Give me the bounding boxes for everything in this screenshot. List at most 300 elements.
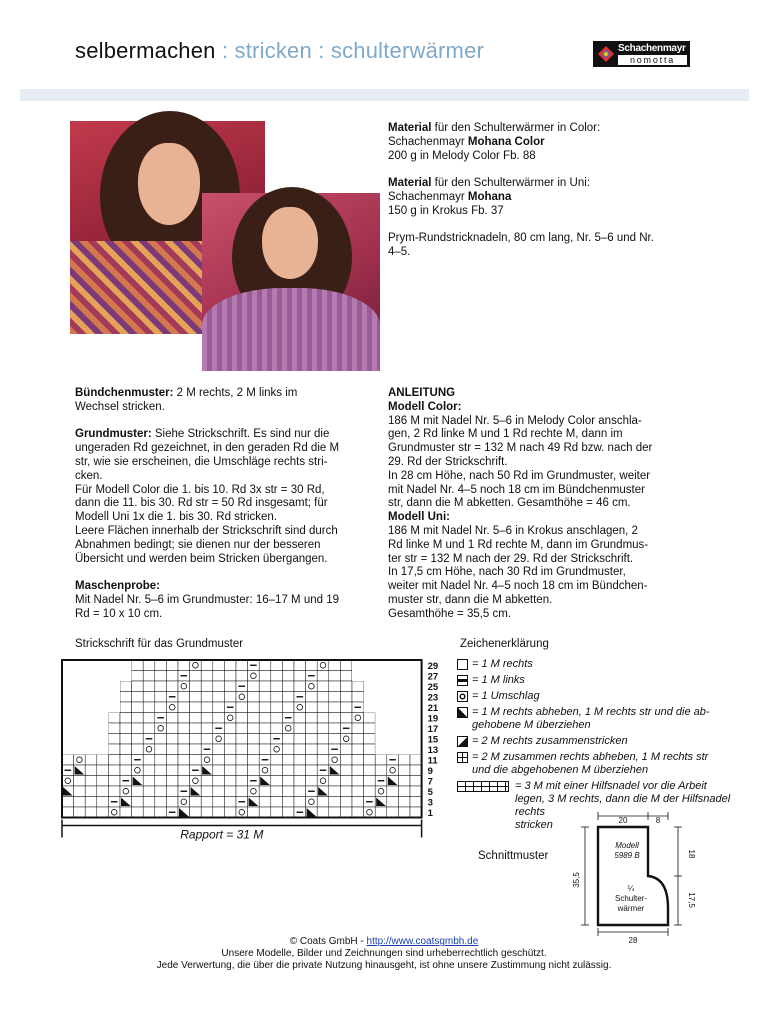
chart-cell bbox=[271, 660, 283, 671]
chart-cell bbox=[294, 765, 306, 776]
chart-cell bbox=[190, 671, 202, 682]
chart-cell bbox=[143, 660, 155, 671]
chart-cell bbox=[190, 755, 202, 766]
chart-cell bbox=[329, 786, 341, 797]
chart-cell bbox=[410, 797, 422, 808]
row-label: 3 bbox=[427, 797, 433, 809]
chart-cell bbox=[178, 765, 190, 776]
chart-cell bbox=[201, 671, 213, 682]
chart-cell bbox=[352, 692, 364, 703]
chart-cell bbox=[282, 681, 294, 692]
chart-cell bbox=[259, 765, 271, 776]
title-sub: : stricken : schulterwärmer bbox=[215, 38, 485, 63]
chart-cell bbox=[166, 765, 178, 776]
chart-cell bbox=[155, 692, 167, 703]
chart-cell bbox=[294, 723, 306, 734]
chart-cell bbox=[132, 681, 144, 692]
coats-link[interactable]: http://www.coatsgmbh.de bbox=[366, 936, 479, 947]
chart-cell bbox=[120, 692, 132, 703]
chart-cell bbox=[317, 671, 329, 682]
chart-cell bbox=[364, 734, 376, 745]
chart-cell bbox=[62, 807, 74, 818]
chart-cell bbox=[294, 734, 306, 745]
chart-cell bbox=[201, 713, 213, 724]
chart-cell bbox=[190, 713, 202, 724]
chart-cell bbox=[329, 755, 341, 766]
chart-cell bbox=[248, 734, 260, 745]
chart-cell bbox=[201, 681, 213, 692]
footer: © Coats GmbH - http://www.coatsgmbh.de Unsere Modelle, Bilder und Zeichnungen sind urheberrechtlich geschützt. Jede Verwertung, die über die private Nutzung hinausgeht, ist ohne unsere Zustimmung nicht zulässig. bbox=[0, 936, 768, 972]
chart-cell bbox=[271, 765, 283, 776]
chart-cell bbox=[190, 681, 202, 692]
chart-cell bbox=[340, 807, 352, 818]
row-label: 7 bbox=[427, 776, 433, 788]
dim-top-b: 8 bbox=[655, 816, 661, 825]
chart-cell bbox=[340, 702, 352, 713]
chart-cell bbox=[62, 797, 74, 808]
chart-cell bbox=[340, 776, 352, 787]
chart-cell bbox=[410, 765, 422, 776]
chart-cell bbox=[236, 671, 248, 682]
chart-blank-left bbox=[62, 671, 132, 682]
chart-cell bbox=[398, 765, 410, 776]
chart-cell bbox=[178, 797, 190, 808]
chart-cell bbox=[178, 702, 190, 713]
chart-cell bbox=[364, 776, 376, 787]
chart-blank-left bbox=[62, 692, 120, 703]
chart-cell bbox=[166, 671, 178, 682]
row-label: 17 bbox=[427, 724, 439, 735]
chart-cell bbox=[259, 681, 271, 692]
chart-cell bbox=[178, 723, 190, 734]
row-label: 5 bbox=[427, 787, 433, 798]
chart-cell bbox=[259, 723, 271, 734]
chart-cell bbox=[340, 681, 352, 692]
chart-cell bbox=[271, 681, 283, 692]
chart-cell bbox=[155, 723, 167, 734]
chart-cell bbox=[178, 734, 190, 745]
chart-cell bbox=[352, 797, 364, 808]
chart-cell bbox=[294, 713, 306, 724]
chart-blank-right bbox=[375, 723, 421, 734]
chart-cell bbox=[271, 744, 283, 755]
page-title bbox=[75, 38, 484, 64]
chart-cell bbox=[74, 786, 86, 797]
chart-cell bbox=[352, 765, 364, 776]
chart-cell bbox=[248, 713, 260, 724]
chart-cell bbox=[224, 797, 236, 808]
chart-cell bbox=[74, 797, 86, 808]
chart-cell bbox=[352, 786, 364, 797]
chart-cell bbox=[213, 692, 225, 703]
chart-cell bbox=[236, 786, 248, 797]
maschenprobe-paragraph: Maschenprobe: Mit Nadel Nr. 5–6 im Grundmuster: 16–17 M und 19 Rd = 10 x 10 cm. bbox=[75, 580, 339, 620]
chart-cell bbox=[329, 713, 341, 724]
chart-cell bbox=[294, 681, 306, 692]
chart-cell bbox=[213, 671, 225, 682]
chart-cell bbox=[143, 713, 155, 724]
chart-cell bbox=[155, 702, 167, 713]
modell-color-heading: Modell Color: bbox=[388, 400, 462, 413]
chart-blank-right bbox=[375, 744, 421, 755]
chart-cell bbox=[236, 776, 248, 787]
chart-blank-left bbox=[62, 660, 132, 671]
anleitung-heading: ANLEITUNG bbox=[388, 387, 456, 399]
chart-cell bbox=[329, 797, 341, 808]
chart-cell bbox=[120, 744, 132, 755]
chart-cell bbox=[410, 776, 422, 787]
chart-cell bbox=[143, 797, 155, 808]
chart-cell bbox=[236, 765, 248, 776]
chart-cell bbox=[259, 734, 271, 745]
chart-cell bbox=[282, 702, 294, 713]
legend-item: = 2 M rechts zusammenstricken bbox=[457, 735, 757, 748]
chart-cell bbox=[166, 713, 178, 724]
chart-cell bbox=[143, 765, 155, 776]
chart-cell bbox=[248, 692, 260, 703]
chart-cell bbox=[143, 776, 155, 787]
chart-cell bbox=[166, 702, 178, 713]
chart-cell bbox=[178, 776, 190, 787]
legend-title: Zeichenerklärung bbox=[460, 638, 549, 650]
piece-fraction: ¼ bbox=[627, 884, 635, 893]
chart-cell bbox=[201, 776, 213, 787]
chart-cell bbox=[271, 776, 283, 787]
chart-cell bbox=[248, 671, 260, 682]
chart-cell bbox=[190, 702, 202, 713]
chart-cell bbox=[317, 744, 329, 755]
chart-cell bbox=[329, 692, 341, 703]
chart-cell bbox=[178, 681, 190, 692]
header-divider bbox=[20, 89, 749, 101]
chart-cell bbox=[398, 797, 410, 808]
legend-item: = 1 Umschlag bbox=[457, 690, 757, 703]
chart-cell bbox=[306, 692, 318, 703]
chart-cell bbox=[364, 765, 376, 776]
chart-cell bbox=[294, 660, 306, 671]
chart-cell bbox=[248, 681, 260, 692]
chart-cell bbox=[340, 734, 352, 745]
chart-blank-left bbox=[62, 681, 120, 692]
chart-cell bbox=[294, 776, 306, 787]
chart-cell bbox=[190, 723, 202, 734]
dim-right-bottom: 17,5 bbox=[687, 892, 696, 908]
chart-cell bbox=[85, 807, 97, 818]
chart-cell bbox=[224, 765, 236, 776]
chart-cell bbox=[364, 723, 376, 734]
chart-cell bbox=[224, 692, 236, 703]
chart-cell bbox=[132, 807, 144, 818]
chart-cell bbox=[166, 776, 178, 787]
chart-cell bbox=[340, 755, 352, 766]
chart-cell bbox=[74, 807, 86, 818]
empty-square-icon bbox=[457, 659, 468, 670]
chart-blank-left bbox=[62, 713, 108, 724]
chart-cell bbox=[271, 702, 283, 713]
chart-cell bbox=[178, 692, 190, 703]
chart-cell bbox=[190, 734, 202, 745]
piece-name-1: Schulter- bbox=[614, 894, 648, 903]
chart-cell bbox=[410, 786, 422, 797]
chart-blank-right bbox=[352, 671, 422, 682]
material-color: Material für den Schulterwärmer in Color: Schachenmayr Mohana Color 200 g in Melody Color Fb. 88 bbox=[388, 122, 601, 162]
dim-bottom: 28 bbox=[628, 936, 638, 945]
chart-cell bbox=[108, 713, 120, 724]
chart-cell bbox=[364, 786, 376, 797]
chart-cell bbox=[190, 660, 202, 671]
chart-cell bbox=[306, 744, 318, 755]
chart-cell bbox=[190, 692, 202, 703]
chart-cell bbox=[271, 692, 283, 703]
chart-cell bbox=[340, 744, 352, 755]
chart-cell bbox=[190, 807, 202, 818]
chart-cell bbox=[375, 755, 387, 766]
chart-cell bbox=[282, 744, 294, 755]
chart-cell bbox=[120, 765, 132, 776]
logo-mark-icon bbox=[596, 44, 616, 64]
chart-cell bbox=[340, 786, 352, 797]
chart-cell bbox=[213, 713, 225, 724]
row-label: 25 bbox=[427, 682, 439, 693]
chart-cell bbox=[236, 713, 248, 724]
chart-cell bbox=[178, 755, 190, 766]
chart-cell bbox=[236, 660, 248, 671]
chart-cell bbox=[352, 723, 364, 734]
chart-cell bbox=[306, 702, 318, 713]
chart-cell bbox=[259, 786, 271, 797]
chart-cell bbox=[236, 734, 248, 745]
chart-blank-right bbox=[364, 692, 422, 703]
dim-left: 35,5 bbox=[572, 872, 581, 888]
chart-cell bbox=[294, 786, 306, 797]
legend-item: = 1 M links bbox=[457, 674, 757, 687]
chart-cell bbox=[224, 755, 236, 766]
chart-cell bbox=[375, 807, 387, 818]
materials-section bbox=[388, 122, 728, 274]
title-main: selbermachen bbox=[75, 38, 216, 63]
chart-cell bbox=[224, 660, 236, 671]
chart-cell bbox=[259, 744, 271, 755]
chart-cell bbox=[398, 776, 410, 787]
chart-cell bbox=[178, 660, 190, 671]
chart-cell bbox=[97, 776, 109, 787]
row-label: 29 bbox=[427, 661, 439, 672]
chart-cell bbox=[294, 671, 306, 682]
chart-cell bbox=[375, 765, 387, 776]
chart-cell bbox=[155, 765, 167, 776]
chart-cell bbox=[155, 776, 167, 787]
chart-cell bbox=[108, 755, 120, 766]
row-label: 9 bbox=[427, 766, 433, 777]
chart-blank-right bbox=[375, 713, 421, 724]
chart-cell bbox=[329, 681, 341, 692]
legend-item: = 1 M rechts abheben, 1 M rechts str und die ab- gehobene M überziehen bbox=[457, 706, 757, 732]
chart-cell bbox=[352, 734, 364, 745]
row-label: 1 bbox=[427, 808, 433, 819]
chart-cell bbox=[108, 723, 120, 734]
chart-cell bbox=[340, 660, 352, 671]
chart-cell bbox=[352, 713, 364, 724]
chart-cell bbox=[248, 765, 260, 776]
chart-cell bbox=[155, 744, 167, 755]
chart-blank-right bbox=[364, 702, 422, 713]
chart-cell bbox=[364, 755, 376, 766]
k2tog-icon bbox=[457, 736, 468, 747]
chart-cell bbox=[329, 660, 341, 671]
chart-cell bbox=[155, 660, 167, 671]
chart-cell bbox=[132, 713, 144, 724]
chart-cell bbox=[85, 765, 97, 776]
chart-cell bbox=[340, 671, 352, 682]
chart-cell bbox=[282, 671, 294, 682]
chart-cell bbox=[329, 734, 341, 745]
chart-cell bbox=[306, 723, 318, 734]
pattern-description bbox=[75, 387, 380, 622]
chart-cell bbox=[271, 786, 283, 797]
chart-cell bbox=[97, 797, 109, 808]
double-dec-icon bbox=[457, 752, 468, 763]
chart-cell bbox=[248, 744, 260, 755]
chart-cell bbox=[201, 692, 213, 703]
chart-cell bbox=[213, 776, 225, 787]
chart-cell bbox=[306, 660, 318, 671]
legend-item: = 3 M mit einer Hilfsnadel vor die Arbeit legen, 3 M rechts, dann die M der Hilfsnadel rechts stricken bbox=[457, 780, 757, 832]
chart-cell bbox=[132, 723, 144, 734]
chart-cell bbox=[236, 702, 248, 713]
chart-cell bbox=[306, 797, 318, 808]
chart-cell bbox=[306, 776, 318, 787]
material-uni: Material für den Schulterwärmer in Uni: Schachenmayr Mohana 150 g in Krokus Fb. 37 bbox=[388, 177, 590, 217]
chart-cell bbox=[224, 786, 236, 797]
chart-cell bbox=[213, 702, 225, 713]
chart-cell bbox=[306, 681, 318, 692]
chart-cell bbox=[282, 765, 294, 776]
chart-cell bbox=[224, 776, 236, 787]
chart-cell bbox=[224, 713, 236, 724]
chart-cell bbox=[259, 807, 271, 818]
piece-name-2: wärmer bbox=[617, 904, 645, 913]
chart-cell bbox=[143, 692, 155, 703]
chart-cell bbox=[271, 797, 283, 808]
chart-cell bbox=[120, 807, 132, 818]
chart-cell bbox=[259, 702, 271, 713]
chart-cell bbox=[329, 702, 341, 713]
chart-cell bbox=[132, 660, 144, 671]
chart-cell bbox=[398, 786, 410, 797]
chart-cell bbox=[398, 755, 410, 766]
chart-cell bbox=[364, 744, 376, 755]
chart-cell bbox=[306, 713, 318, 724]
row-label: 13 bbox=[427, 745, 439, 756]
chart-cell bbox=[259, 797, 271, 808]
chart-cell bbox=[306, 734, 318, 745]
chart-cell bbox=[97, 807, 109, 818]
modell-uni-heading: Modell Uni: bbox=[388, 511, 450, 524]
chart-cell bbox=[166, 744, 178, 755]
chart-cell bbox=[143, 681, 155, 692]
chart-blank-right bbox=[375, 734, 421, 745]
chart-cell bbox=[329, 807, 341, 818]
chart-cell bbox=[74, 776, 86, 787]
dash-square-icon bbox=[457, 675, 468, 686]
chart-cell bbox=[364, 807, 376, 818]
chart-cell bbox=[166, 681, 178, 692]
chart-cell bbox=[213, 660, 225, 671]
instructions: ANLEITUNG Modell Color: 186 M mit Nadel Nr. 5–6 in Melody Color anschla- gen, 2 Rd linke M und 1 Rd rechte M, dann im Grundmuster str = 132 M nach 49 Rd bzw. nach der 29. Rd der Strickschrift. In 28 cm Höhe, nach 50 Rd im Grundmuster, weiter mit Nadel Nr. 4–5 noch 18 cm im Bündchenmuster str, dann die M abketten. Gesamthöhe = 46 cm. Modell Uni: 186 M mit Nadel Nr. 5–6 in Krokus anschlagen, 2 Rd linke M und 1 Rd rechte M, dann im Grundmus- ter str = 132 M nach der 29. Rd der Strickschrift. In 17,5 cm Höhe, nach 30 Rd im Grundmuster, weiter mit Nadel Nr. 4–5 noch 18 cm im Bündchen- muster str, dann die M abketten. Gesamthöhe = 35,5 cm. bbox=[388, 387, 653, 620]
chart-cell bbox=[224, 734, 236, 745]
chart-cell bbox=[248, 807, 260, 818]
chart-cell bbox=[317, 797, 329, 808]
chart-cell bbox=[340, 713, 352, 724]
chart-cell bbox=[213, 744, 225, 755]
chart-cell bbox=[120, 681, 132, 692]
chart-cell bbox=[213, 734, 225, 745]
chart-cell bbox=[132, 786, 144, 797]
chart-cell bbox=[248, 723, 260, 734]
chart-cell bbox=[317, 681, 329, 692]
chart-cell bbox=[224, 807, 236, 818]
chart-cell bbox=[143, 755, 155, 766]
chart-cell bbox=[132, 702, 144, 713]
chart-cell bbox=[143, 744, 155, 755]
knitting-chart bbox=[58, 656, 450, 856]
chart-cell bbox=[74, 755, 86, 766]
chart-cell bbox=[259, 692, 271, 703]
chart-cell bbox=[155, 807, 167, 818]
chart-cell bbox=[282, 797, 294, 808]
chart-cell bbox=[132, 734, 144, 745]
chart-cell bbox=[132, 765, 144, 776]
chart-cell bbox=[282, 776, 294, 787]
chart-cell bbox=[282, 692, 294, 703]
chart-cell bbox=[282, 660, 294, 671]
chart-cell bbox=[120, 702, 132, 713]
chart-cell bbox=[155, 755, 167, 766]
chart-blank-left bbox=[62, 723, 108, 734]
chart-cell bbox=[120, 786, 132, 797]
chart-cell bbox=[317, 713, 329, 724]
chart-cell bbox=[132, 744, 144, 755]
schematic-diagram bbox=[572, 808, 705, 948]
chart-cell bbox=[190, 776, 202, 787]
chart-cell bbox=[317, 702, 329, 713]
chart-blank-left bbox=[62, 744, 108, 755]
chart-cell bbox=[271, 755, 283, 766]
chart-cell bbox=[375, 786, 387, 797]
chart-cell bbox=[201, 734, 213, 745]
row-label: 15 bbox=[427, 734, 439, 746]
chart-cell bbox=[224, 744, 236, 755]
chart-cell bbox=[97, 786, 109, 797]
chart-title: Strickschrift für das Grundmuster bbox=[75, 638, 244, 650]
chart-cell bbox=[282, 786, 294, 797]
chart-cell bbox=[155, 681, 167, 692]
chart-cell bbox=[201, 702, 213, 713]
chart-cell bbox=[155, 734, 167, 745]
chart-cell bbox=[236, 723, 248, 734]
chart-cell bbox=[306, 765, 318, 776]
chart-cell bbox=[143, 723, 155, 734]
brand-logo bbox=[593, 41, 690, 67]
chart-cell bbox=[166, 734, 178, 745]
chart-cell bbox=[224, 681, 236, 692]
chart-cell bbox=[201, 797, 213, 808]
chart-cell bbox=[340, 692, 352, 703]
row-label: 11 bbox=[427, 755, 438, 767]
chart-cell bbox=[248, 702, 260, 713]
chart-cell bbox=[248, 786, 260, 797]
chart-cell bbox=[271, 713, 283, 724]
